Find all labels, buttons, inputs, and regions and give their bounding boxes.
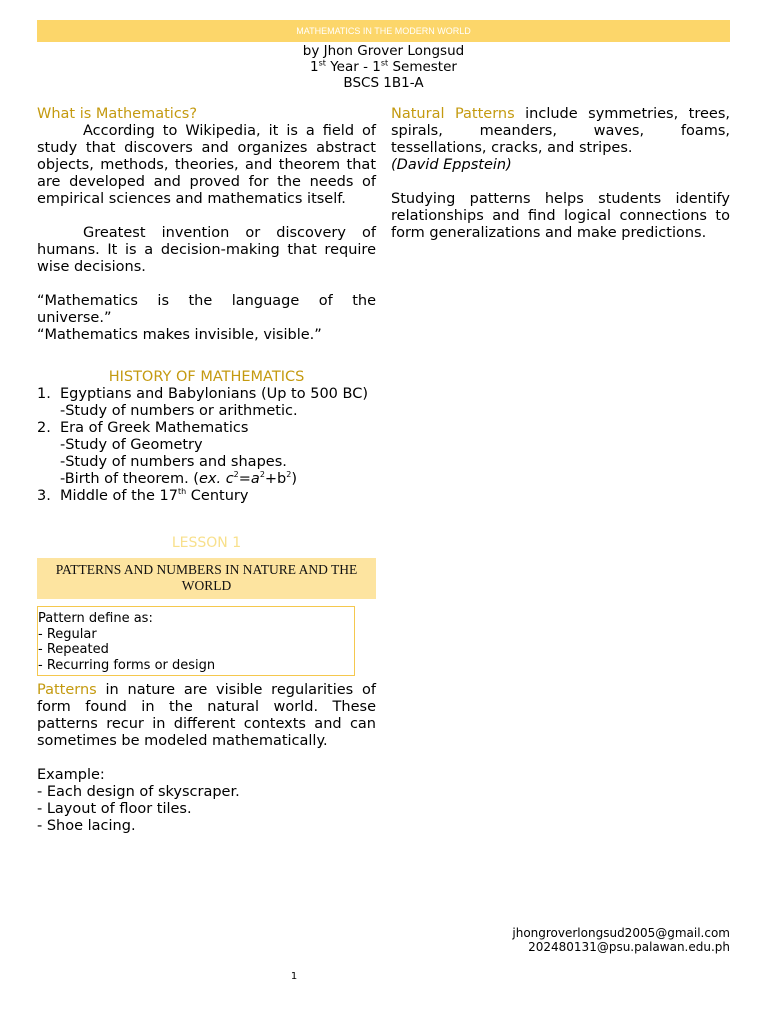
history-item-2: 2. Era of Greek Mathematics -Study of Geometry -Study of numbers and shapes. -Birth of theorem. (ex. $c^2=a^2+b^2$) <box>37 420 376 488</box>
theorem-line: -Birth of theorem. (ex. $c^2=a^2+b^2$) <box>60 470 298 487</box>
patterns-paragraph: Patterns in nature are visible regularities of form found in the natural world. These patterns recur in different contexts and can sometimes be modeled mathematically. <box>37 682 376 749</box>
definition-item: - Recurring forms or design <box>38 657 216 673</box>
citation: (David Eppstein) <box>391 157 512 173</box>
lesson-label: LESSON 1 <box>171 535 242 551</box>
history-item-3: 3. Middle of the 17th Century <box>37 487 249 504</box>
contact-block <box>512 926 730 954</box>
year-semester: 1st Year - 1st Semester <box>310 58 457 75</box>
definition-title: Pattern define as: <box>38 611 153 626</box>
email-primary[interactable]: jhongroverlongsud2005@gmail.com <box>512 926 730 940</box>
history-item-1: 1. Egyptians and Babylonians (Up to 500 BC) -Study of numbers or arithmetic. <box>37 386 368 419</box>
what-paragraph-1: According to Wikipedia, it is a field of study that discovers and organizes abstract objects, methods, theories, and theorem that are developed and proved for the needs of empirical sciences and mathematics itself. <box>37 123 376 207</box>
what-heading: What is Mathematics? <box>37 106 198 122</box>
author-name: by Jhon Grover Longsud <box>302 43 465 59</box>
quote-2: “Mathematics makes invisible, visible.” <box>37 327 322 343</box>
left-column <box>37 106 376 835</box>
example-item: - Layout of floor tiles. <box>37 801 192 817</box>
right-column <box>391 106 730 242</box>
history-heading: HISTORY OF MATHEMATICS <box>108 369 305 385</box>
page-number: 1 <box>290 971 298 982</box>
example-item: - Each design of skyscraper. <box>37 784 240 800</box>
natural-patterns-paragraph: Natural Patterns include symmetries, trees, spirals, meanders, waves, foams, tessellations, cracks, and stripes. <box>391 106 730 156</box>
definition-item: - Repeated <box>38 642 109 657</box>
pattern-definition-box <box>37 606 355 676</box>
studying-paragraph: Studying patterns helps students identify relationships and find logical connections to form generalizations and make predictions. <box>391 191 730 241</box>
lesson-title-box: PATTERNS AND NUMBERS IN NATURE AND THE WORLD <box>37 558 376 599</box>
section-label: BSCS 1B1-A <box>343 75 424 91</box>
history-list <box>37 386 376 505</box>
quote-1: “Mathematics is the language of the universe.” <box>37 293 376 326</box>
author-block <box>37 43 730 91</box>
example-label: Example: <box>37 767 105 783</box>
example-item: - Shoe lacing. <box>37 818 136 834</box>
definition-item: - Regular <box>38 626 97 642</box>
what-paragraph-2: Greatest invention or discovery of humans. It is a decision-making that require wise decisions. <box>37 225 376 275</box>
email-school[interactable]: 202480131@psu.palawan.edu.ph <box>528 940 730 954</box>
header-banner: MATHEMATICS IN THE MODERN WORLD <box>37 20 730 42</box>
